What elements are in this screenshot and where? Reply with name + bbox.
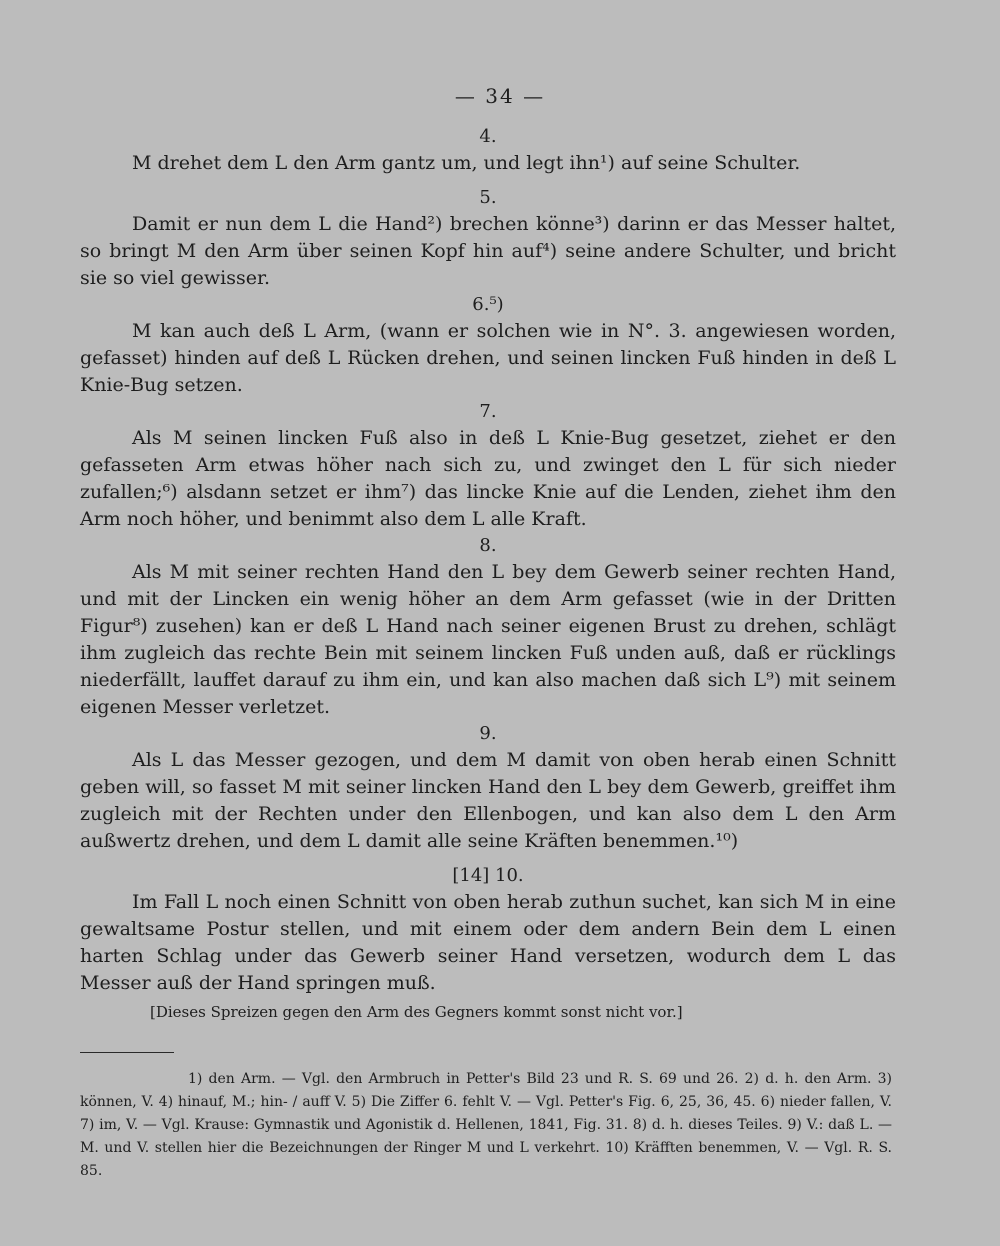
- footnotes: 1) den Arm. — Vgl. den Armbruch in Petter's Bild 23 und R. S. 69 und 26. 2) d. h. den Arm. 3) können, V. 4) hinauf, M.; hin- / auff V. 5) Die Ziffer 6. fehlt V. — Vgl. Petter's Fig. 6, 25, 36, 45. 6) nieder fallen, V. 7) im, V. — Vgl. Krause: Gymnastik und Agonistik d. Hellenen, 1841, Fig. 31. 8) d. h. dieses Teiles. 9) V.: daß L. — M. und V. stellen hier die Bezeichnungen der Ringer M und L verkehrt. 10) Kräfften benemmen, V. — Vgl. R. S. 85.: [80, 1071, 892, 1179]
- section-paragraph-4: M drehet dem L den Arm gantz um, und legt ihn¹) auf seine Schulter.: [132, 152, 801, 174]
- section-gap: [80, 177, 896, 185]
- section-number-6: 6.⁵): [472, 294, 504, 315]
- section-number-8: 8.: [479, 535, 497, 556]
- section-number-10: [14] 10.: [452, 865, 524, 886]
- section-gap: [80, 855, 896, 863]
- footnote-divider: [80, 1052, 174, 1053]
- section-paragraph-10: Im Fall L noch einen Schnitt von oben herab zuthun suchet, kan sich M in eine gewaltsame Postur stellen, und mit einem oder dem andern Bein dem L einen harten Schlag under das Gewerb seiner Hand versetzen, wodurch dem L das Messer auß der Hand springen muß.: [80, 891, 896, 994]
- section-paragraph-9: Als L das Messer gezogen, und dem M damit von oben herab einen Schnitt geben will, so fasset M mit seiner lincken Hand den L bey dem Gewerb, greiffet ihm zugleich mit der Rechten under den Ellenbogen, und kan also dem L den Arm außwertz drehen, und dem L damit alle seine Kräften benemmen.¹⁰): [80, 749, 896, 852]
- section-paragraph-6: M kan auch deß L Arm, (wann er solchen wie in N°. 3. angewiesen worden, gefasset) hinden auf deß L Rücken drehen, und seinen lincken Fuß hinden in deß L Knie-Bug setzen.: [80, 320, 896, 396]
- section-paragraph-7: Als M seinen lincken Fuß also in deß L Knie-Bug gesetzet, ziehet er den gefasseten Arm etwas höher nach sich zu, und zwinget den L für sich nieder zufallen;⁶) alsdann setzet er ihm⁷) das lincke Knie auf die Lenden, ziehet ihm den Arm noch höher, und benimmt also dem L alle Kraft.: [80, 427, 896, 530]
- section-number-7: 7.: [479, 401, 497, 422]
- section-number-4: 4.: [479, 126, 497, 147]
- section-paragraph-5: Damit er nun dem L die Hand²) brechen könne³) darinn er das Messer haltet, so bringt M den Arm über seinen Kopf hin auf⁴) seine andere Schulter, und bricht sie so viel gewisser.: [80, 213, 896, 289]
- section-number-9: 9.: [479, 723, 497, 744]
- editor-note: [Dieses Spreizen gegen den Arm des Gegners kommt sonst nicht vor.]: [150, 1003, 683, 1021]
- main-text: [80, 124, 896, 1023]
- section-paragraph-8: Als M mit seiner rechten Hand den L bey dem Gewerb seiner rechten Hand, und mit der Lincken ein wenig höher an dem Arm gefasset (wie in der Dritten Figur⁸) zusehen) kan er deß L Hand nach seiner eigenen Brust zu drehen, schlägt ihm zugleich das rechte Bein mit seinem lincken Fuß unden auß, daß er rücklings niederfällt, lauffet darauf zu ihm ein, und kan also machen daß sich L⁹) mit seinem eigenen Messer verletzet.: [80, 561, 896, 718]
- page-number: — 34 —: [454, 84, 546, 108]
- section-number-5: 5.: [479, 187, 497, 208]
